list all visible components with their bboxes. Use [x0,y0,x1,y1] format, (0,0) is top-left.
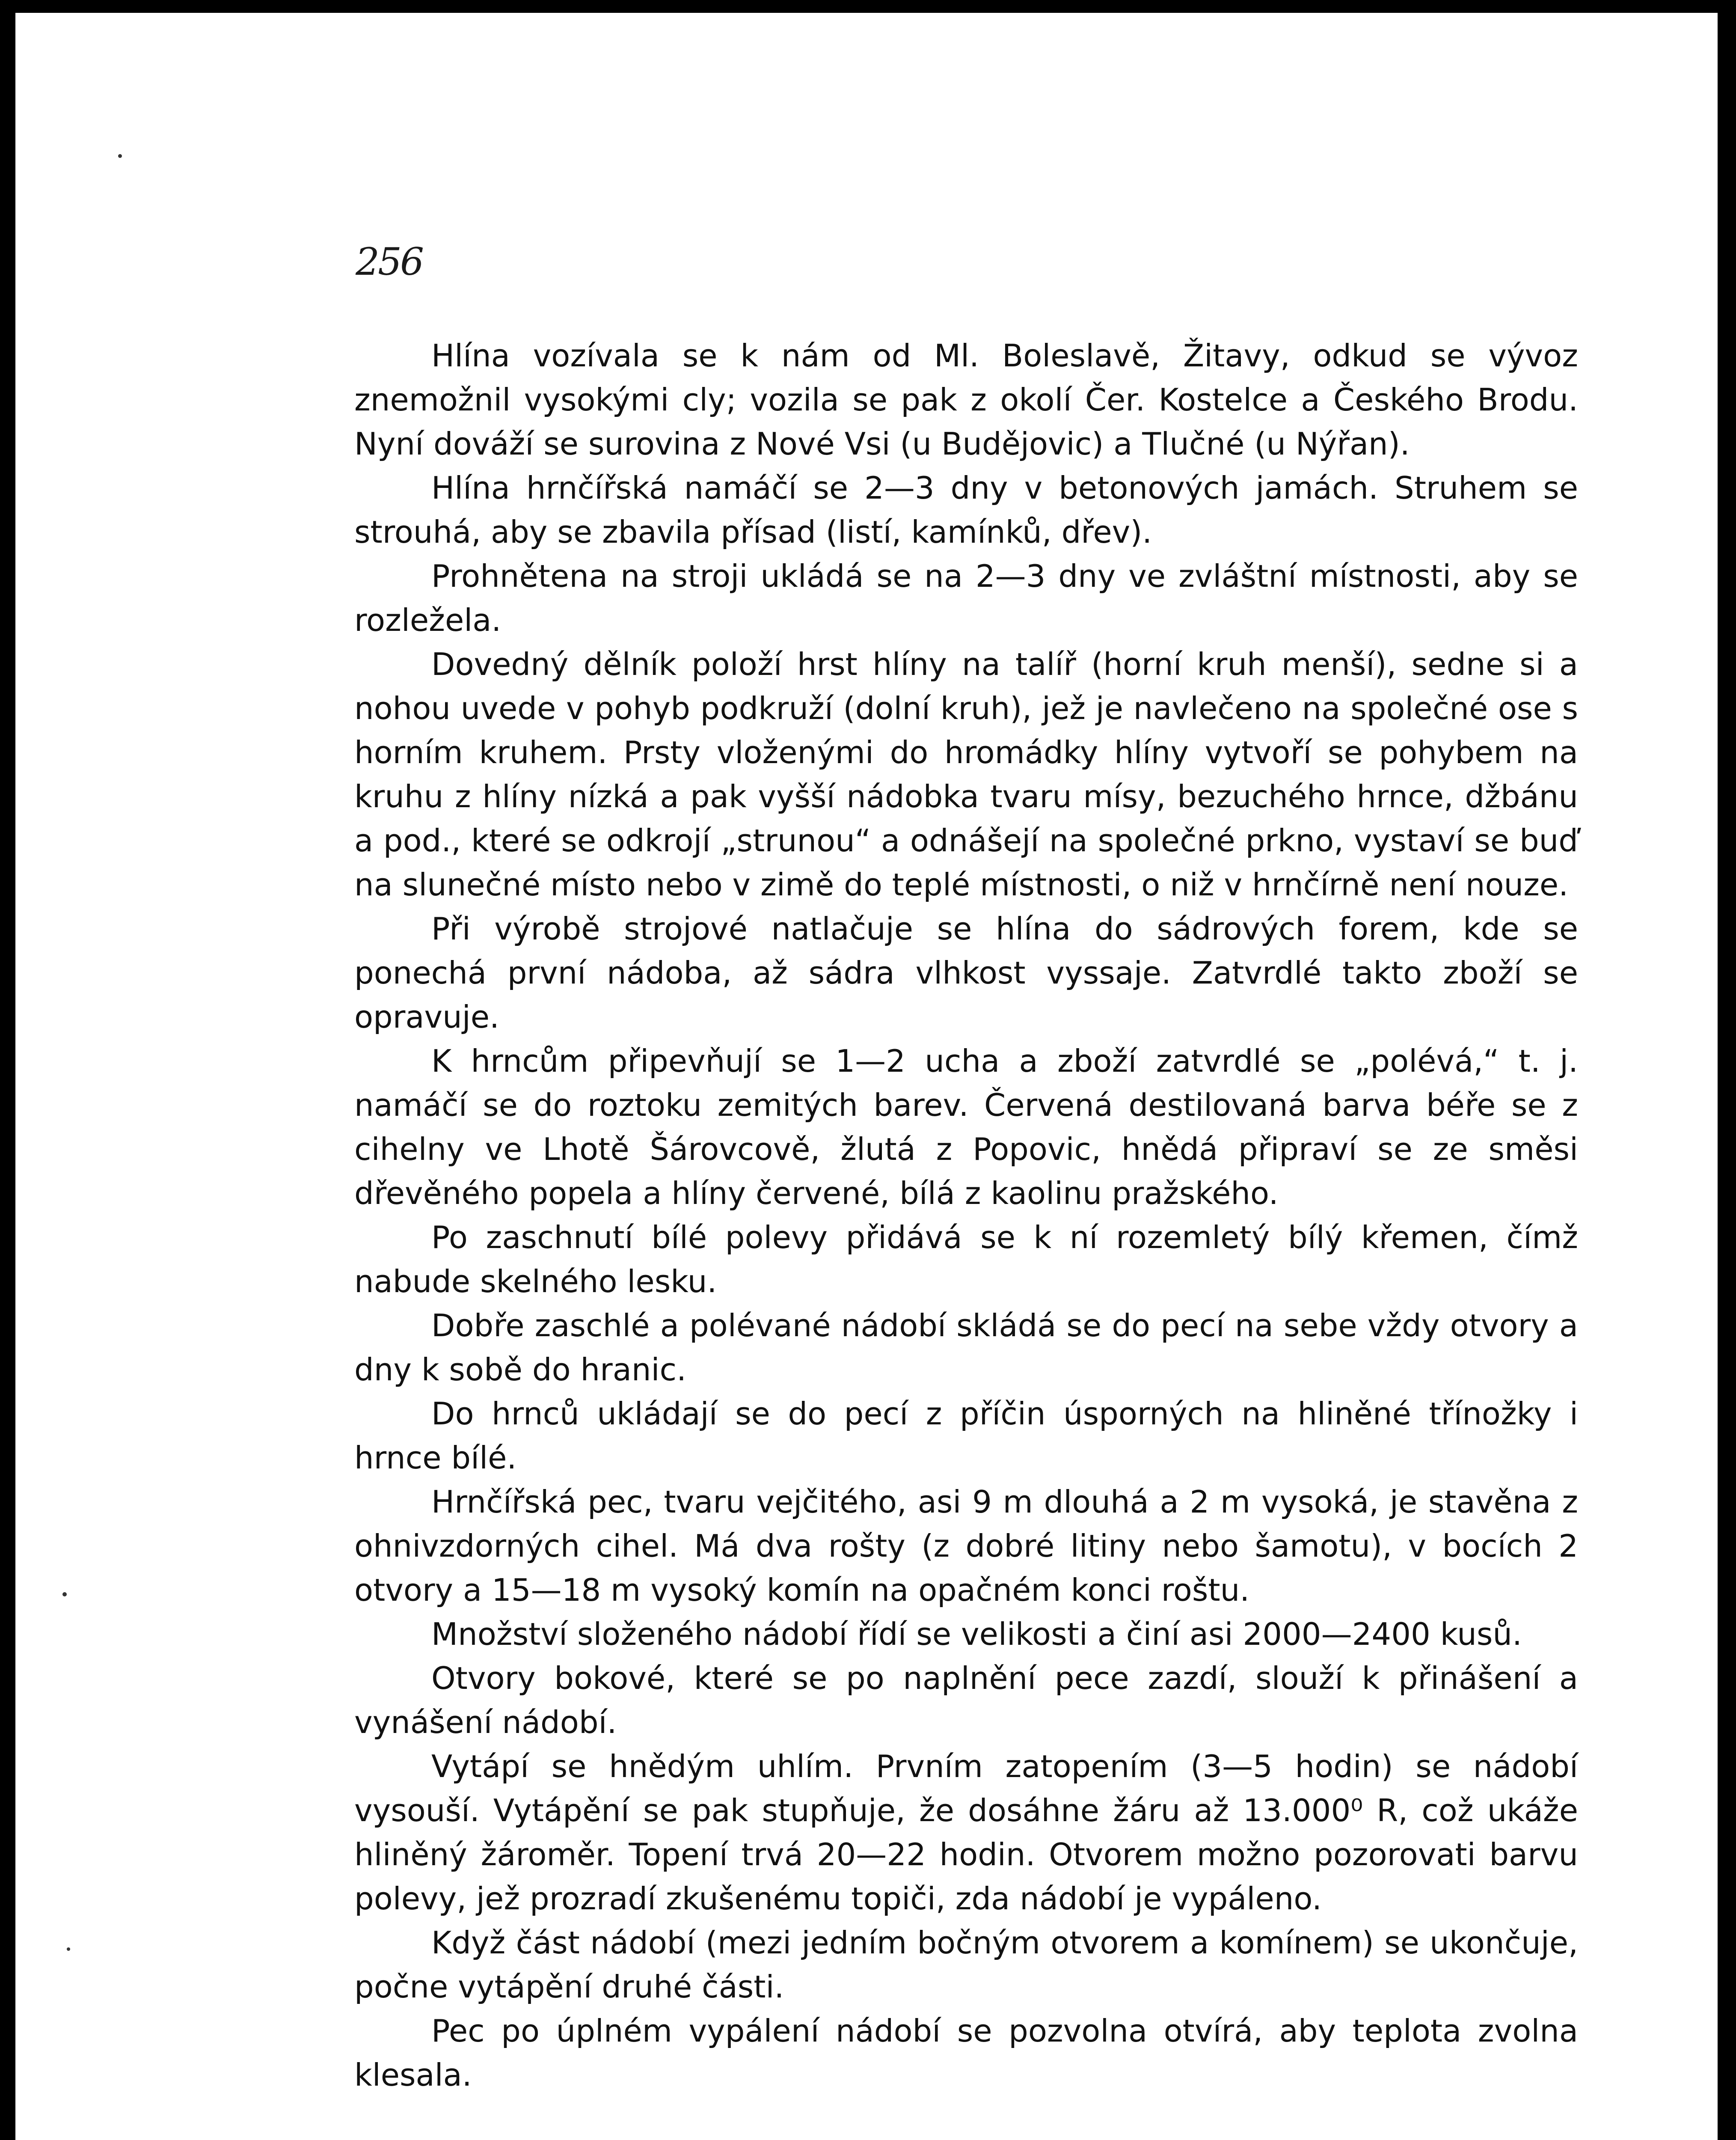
paragraph: Množství složeného nádobí řídí se velikosti a činí asi 2000—2400 kusů. [431,1616,1522,1652]
speck [67,1947,70,1951]
paragraph: Vytápí se hnědým uhlím. Prvním zatopením (3—5 hodin) se nádobí vysouší. Vytápění se pak stupňuje, že dosáhne žáru až 13.000⁰ R, což ukáže hliněný žároměr. Topení trvá 20—22 hodin. Otvorem možno pozorovati barvu polevy, jež prozradí zkušenému topiči, zda nádobí je vypáleno. [354,1748,1578,1917]
paragraph: Prohnětena na stroji ukládá se na 2—3 dny ve zvláštní místnosti, aby se rozležela. [354,558,1578,638]
paragraph: Pec po úplném vypálení nádobí se pozvolna otvírá, aby teplota zvolna klesala. [354,2013,1578,2093]
body-text [354,334,1578,2097]
paragraph: K hrncům připevňují se 1—2 ucha a zboží zatvrdlé se „polévá,“ t. j. namáčí se do roztoku zemitých barev. Červená destilovaná barva béře se z cihelny ve Lhotě Šárovcově, žlutá z Popovic, hnědá připraví se ze směsi dřevěného popela a hlíny červené, bílá z kaolinu pražského. [354,1043,1578,1211]
paragraph: Dovedný dělník položí hrst hlíny na talíř (horní kruh menší), sedne si a nohou uvede v pohyb podkruží (dolní kruh), jež je navlečeno na společné ose s horním kruhem. Prsty vloženými do hromádky hlíny vytvoří se pohybem na kruhu z hlíny nízká a pak vyšší nádobka tvaru mísy, bezuchého hrnce, džbánu a pod., které se odkrojí „strunou“ a odnášejí na společné prkno, vystaví se buď na slunečné místo nebo v zimě do teplé místnosti, o niž v hrnčírně není nouze. [354,646,1578,903]
paragraph: Dobře zaschlé a polévané nádobí skládá se do pecí na sebe vždy otvory a dny k sobě do hranic. [354,1308,1578,1388]
paragraph: Po zaschnutí bílé polevy přidává se k ní rozemletý bílý křemen, čímž nabude skelného lesku. [354,1219,1578,1299]
speck [62,1592,67,1596]
paragraph: Hlína vozívala se k nám od Ml. Boleslavě, Žitavy, odkud se vývoz znemožnil vysokými cly; vozila se pak z okolí Čer. Kostelce a Českého Brodu. Nyní dováží se surovina z Nové Vsi (u Budějovic) a Tlučné (u Nýřan). [354,338,1578,462]
page-number: 256 [356,240,422,284]
paragraph: Hlína hrnčířská namáčí se 2—3 dny v betonových jamách. Struhem se strouhá, aby se zbavila přísad (listí, kamínků, dřev). [354,470,1578,550]
paragraph: Do hrnců ukládají se do pecí z příčin úsporných na hliněné třínožky i hrnce bílé. [354,1396,1578,1476]
speck [118,154,122,158]
paragraph: Při výrobě strojové natlačuje se hlína do sádrových forem, kde se ponechá první nádoba, až sádra vlhkost vyssaje. Zatvrdlé takto zboží se opravuje. [354,911,1578,1035]
paragraph: Když část nádobí (mezi jedním bočným otvorem a komínem) se ukončuje, počne vytápění druhé části. [354,1925,1578,2005]
scanned-page [15,13,1718,2140]
paragraph: Otvory bokové, které se po naplnění pece zazdí, slouží k přinášení a vynášení nádobí. [354,1660,1578,1740]
paragraph: Hrnčířská pec, tvaru vejčitého, asi 9 m dlouhá a 2 m vysoká, je stavěna z ohnivzdorných cihel. Má dva rošty (z dobré litiny nebo šamotu), v bocích 2 otvory a 15—18 m vysoký komín na opačném konci roštu. [354,1484,1578,1608]
